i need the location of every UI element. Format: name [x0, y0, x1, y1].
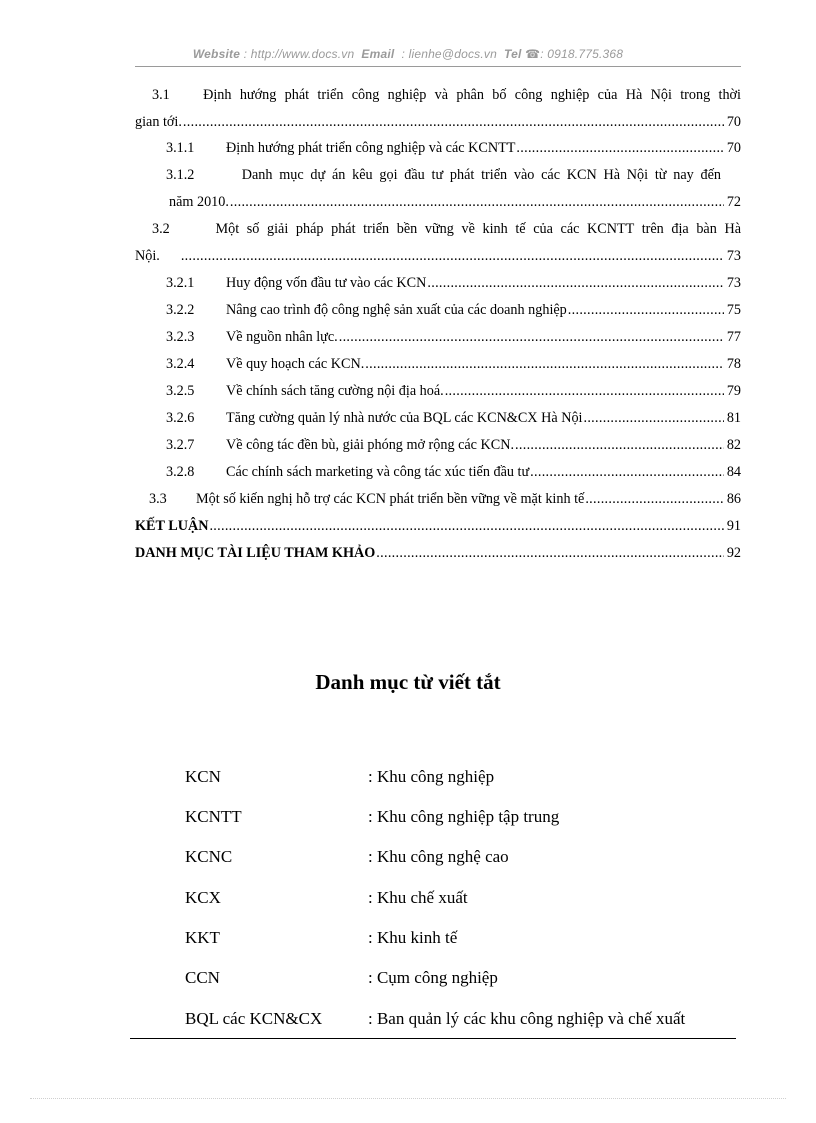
toc-entry-3-1-line1: 3.1 Định hướng phát triển công nghiệp và phân bố công nghiệp của Hà Nội trong thời — [152, 87, 741, 103]
abbr-value: : Khu chế xuất — [368, 888, 468, 907]
toc-entry-3-1-2-line2: năm 2010. ..... 72 — [135, 194, 741, 214]
abbr-value: : Khu công nghệ cao — [368, 847, 509, 866]
header-rule — [135, 66, 741, 67]
abbr-key: KCNC — [185, 847, 233, 866]
toc-entry-3-2-5: 3.2.5 Về chính sách tăng cường nội địa hoá. ..... 79 — [135, 383, 741, 403]
abbr-key: KCN — [185, 767, 221, 786]
tel-label: Tel — [504, 47, 522, 61]
toc-entry-ket-luan: KẾT LUẬN ..... 91 — [135, 518, 741, 538]
abbr-key: BQL các KCN&CX — [185, 1009, 323, 1028]
page-footer-border — [30, 1098, 786, 1099]
toc-entry-3-2-8: 3.2.8 Các chính sách marketing và công tác xúc tiến đầu tư ..... 84 — [135, 464, 741, 484]
toc-entry-3-3: 3.3 Một số kiến nghị hỗ trợ các KCN phát triển bền vững về mặt kinh tế ..... 86 — [135, 491, 741, 511]
website-label: Website — [192, 47, 241, 61]
abbr-value: : Khu kinh tế — [368, 928, 458, 947]
bottom-rule — [130, 1038, 736, 1039]
toc-entry-3-2-3: 3.2.3 Về nguồn nhân lực. ..... 77 — [135, 329, 741, 349]
phone-icon: ☎ — [525, 47, 541, 61]
abbr-value: : Khu công nghiệp tập trung — [368, 807, 560, 826]
tel-value: : 0918.775.368 — [540, 47, 624, 61]
abbr-key: KKT — [185, 928, 220, 947]
abbr-value: : Cụm công nghiệp — [368, 968, 498, 987]
toc-entry-3-2-6: 3.2.6 Tăng cường quản lý nhà nước của BQL các KCN&CX Hà Nội ..... 81 — [135, 410, 741, 430]
toc-entry-3-1-2-line1: 3.1.2 Danh mục dự án kêu gọi đầu tư phát triển vào các KCN Hà Nội từ nay đến — [166, 167, 721, 183]
website-value: : http://www.docs.vn — [243, 47, 355, 61]
abbr-key: KCX — [185, 888, 221, 907]
toc-entry-3-2-line1: 3.2 Một số giải pháp phát triển bền vững về kinh tế của các KCNTT trên địa bàn Hà — [152, 221, 741, 237]
toc-entry-3-2-4: 3.2.4 Về quy hoạch các KCN. ..... 78 — [135, 356, 741, 376]
abbr-key: KCNTT — [185, 807, 242, 826]
toc-entry-3-1-1: 3.1.1 Định hướng phát triển công nghiệp và các KCNTT ..... 70 — [135, 140, 741, 160]
abbr-value: : Khu công nghiệp — [368, 767, 495, 786]
abbr-value: : Ban quản lý các khu công nghiệp và chế xuất — [368, 1009, 686, 1028]
email-label: Email — [361, 47, 395, 61]
email-value: : lienhe@docs.vn — [401, 47, 497, 61]
abbr-key: CCN — [185, 968, 220, 987]
page-header — [0, 47, 816, 61]
toc-entry-tai-lieu: DANH MỤC TÀI LIỆU THAM KHẢO ..... 92 — [135, 545, 741, 565]
abbreviations-title: Danh mục từ viết tắt — [315, 670, 501, 694]
toc-entry-3-2-1: 3.2.1 Huy động vốn đầu tư vào các KCN ..... 73 — [135, 275, 741, 295]
toc-entry-3-2-7: 3.2.7 Về công tác đền bù, giải phóng mở rộng các KCN. ..... 82 — [135, 437, 741, 457]
toc-entry-3-1-line2: gian tới. ..... 70 — [135, 114, 741, 134]
toc-entry-3-2-line2: Nội. ..... 73 — [135, 248, 741, 268]
toc-entry-3-2-2: 3.2.2 Nâng cao trình độ công nghệ sản xuất của các doanh nghiệp ..... 75 — [135, 302, 741, 322]
